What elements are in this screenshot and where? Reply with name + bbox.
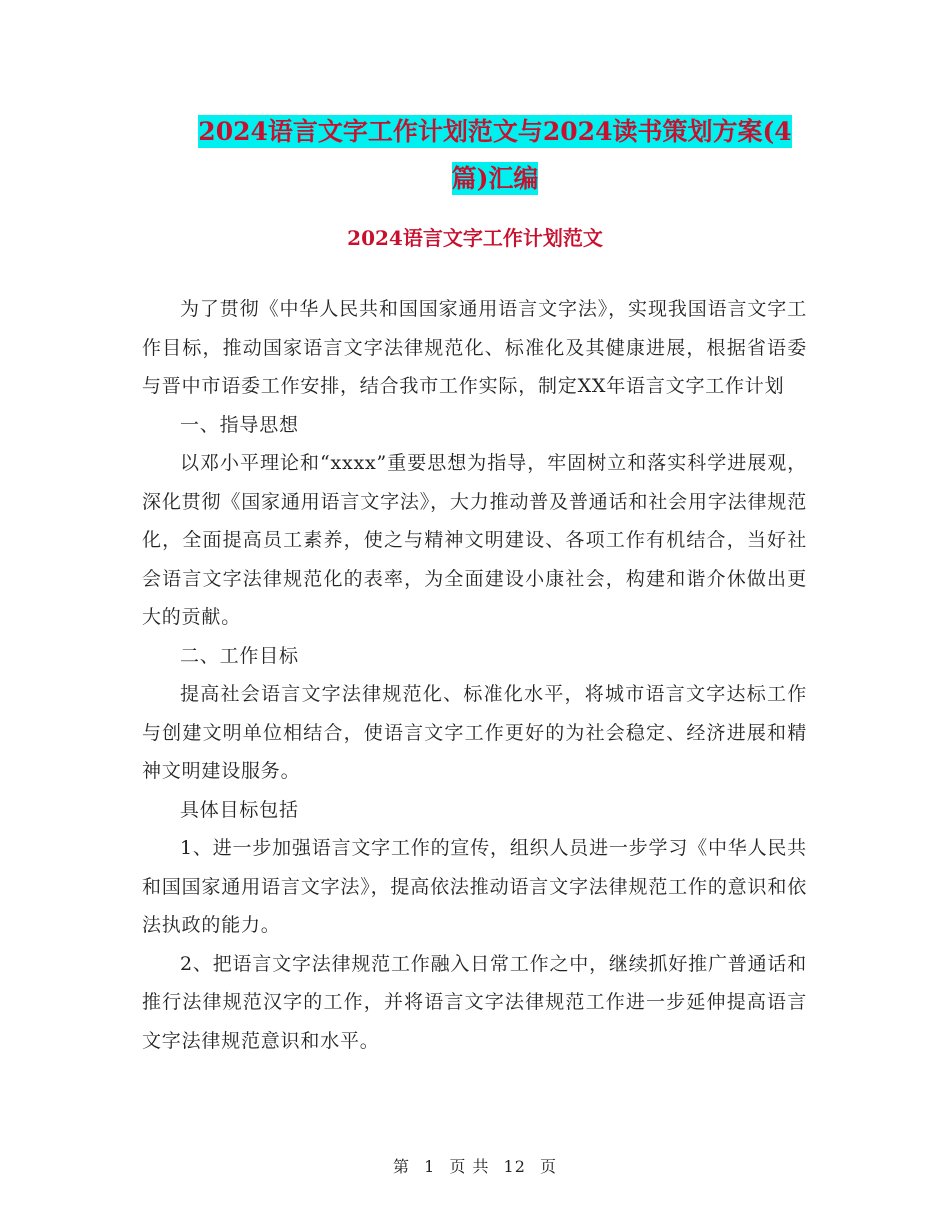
document-body	[142, 290, 807, 1060]
section-subtitle: 2024语言文字工作计划范文	[347, 226, 603, 250]
heading-work-goals: 二、工作目标	[180, 644, 299, 667]
paragraph-intro: 为了贯彻《中华人民共和国国家通用语言文字法》，实现我国语言文字工作目标，推动国家语言文字法律规范化、标准化及其健康进展，根据省语委与晋中市语委工作安排，结合我市工作实际，制定XX年语言文字工作计划	[142, 298, 807, 397]
heading-guiding-ideology: 一、指导思想	[180, 413, 299, 436]
heading-specific-goals: 具体目标包括	[180, 798, 299, 821]
paragraph-guiding-ideology: 以邓小平理论和“xxxx”重要思想为指导，牢固树立和落实科学进展观，深化贯彻《国家通用语言文字法》，大力推动普及普通话和社会用字法律规范化，全面提高员工素养，使之与精神文明建设、各项工作有机结合，当好社会语言文字法律规范化的表率，为全面建设小康社会，构建和谐介休做出更大的贡献。	[142, 452, 807, 628]
footer-middle: 页 共	[449, 1157, 490, 1176]
document-title	[150, 108, 840, 202]
paragraph-goal-1: 1、进一步加强语言文字工作的宣传，组织人员进一步学习《中华人民共和国国家通用语言文字法》，提高依法推动语言文字法律规范工作的意识和依法执政的能力。	[142, 837, 807, 936]
footer-page-number: 1	[424, 1157, 436, 1176]
title-line-2: 篇)汇编	[451, 164, 539, 193]
page-footer	[0, 1154, 950, 1177]
footer-total-pages: 12	[503, 1157, 526, 1176]
paragraph-work-goals: 提高社会语言文字法律规范化、标准化水平，将城市语言文字达标工作与创建文明单位相结合，使语言文字工作更好的为社会稳定、经济进展和精神文明建设服务。	[142, 683, 807, 782]
footer-prefix: 第	[392, 1157, 410, 1176]
footer-suffix: 页	[540, 1157, 558, 1176]
paragraph-goal-2: 2、把语言文字法律规范工作融入日常工作之中，继续抓好推广普通话和推行法律规范汉字的工作，并将语言文字法律规范工作进一步延伸提高语言文字法律规范意识和水平。	[142, 952, 807, 1052]
title-line-1: 2024语言文字工作计划范文与2024读书策划方案(4	[198, 117, 792, 146]
